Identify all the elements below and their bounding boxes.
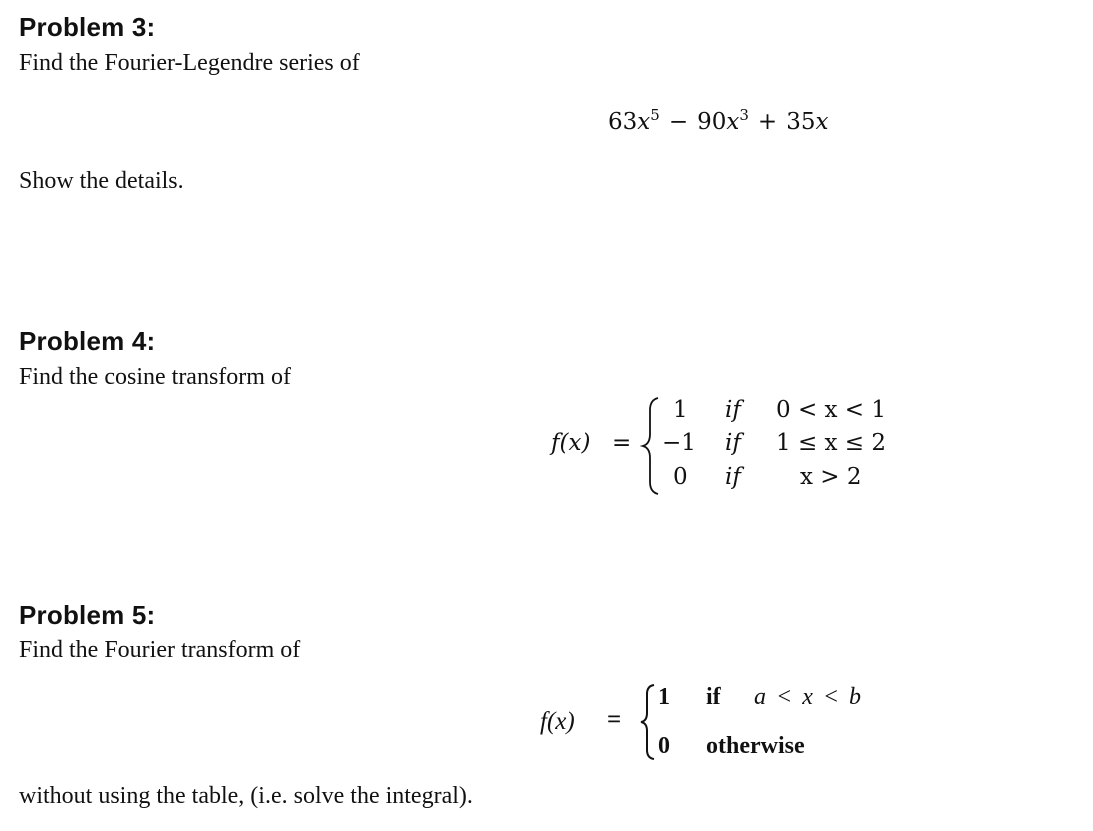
term-3-variable: x bbox=[815, 109, 829, 135]
term-2-exponent: 3 bbox=[739, 106, 749, 124]
problem-5-row-2-value: 0 bbox=[658, 733, 670, 759]
problem-5-row-2-otherwise: otherwise bbox=[706, 733, 805, 759]
problem-5-row-1-value: 1 bbox=[658, 684, 670, 710]
problem-4-row-1-if: if bbox=[725, 397, 741, 423]
problem-3-polynomial bbox=[608, 106, 829, 135]
problem-5-brace bbox=[638, 682, 658, 762]
problem-4-heading: Problem 4: bbox=[19, 326, 156, 356]
problem-4-brace bbox=[640, 396, 664, 496]
problem-5-row-1-if: if bbox=[706, 684, 721, 710]
problem-5-heading: Problem 5: bbox=[19, 600, 156, 630]
term-1-exponent: 5 bbox=[650, 106, 660, 124]
problem-3-prompt: Find the Fourier-Legendre series of bbox=[19, 50, 360, 76]
problem-4-row-3-if: if bbox=[725, 464, 741, 490]
plus-operator: + bbox=[757, 109, 778, 135]
minus-operator: − bbox=[668, 109, 689, 135]
problem-5-equals: = bbox=[607, 706, 622, 733]
problem-4-equals: = bbox=[612, 430, 632, 456]
term-3-coefficient: 35 bbox=[786, 109, 816, 135]
term-1-variable: x bbox=[637, 109, 651, 135]
problem-5-row-1-condition: a < x < b bbox=[754, 684, 862, 710]
problem-4-row-3-value: 0 bbox=[673, 464, 688, 490]
problem-4-row-2-if: if bbox=[725, 430, 741, 456]
problem-4-row-3-condition: x > 2 bbox=[800, 464, 862, 490]
problem-4-lhs: f(x) bbox=[551, 430, 591, 456]
problem-5-prompt: Find the Fourier transform of bbox=[19, 637, 301, 663]
term-2-variable: x bbox=[726, 109, 740, 135]
problem-4-row-1-value: 1 bbox=[673, 397, 688, 423]
problem-4-row-1-condition: 0 < x < 1 bbox=[776, 397, 887, 423]
term-1-coefficient: 63 bbox=[608, 109, 638, 135]
problem-4-row-2-condition: 1 ≤ x ≤ 2 bbox=[776, 430, 887, 456]
problem-3-heading: Problem 3: bbox=[19, 12, 156, 42]
problem-4-prompt: Find the cosine transform of bbox=[19, 364, 291, 390]
problem-4-row-2-value: −1 bbox=[662, 430, 696, 456]
term-2-coefficient: 90 bbox=[697, 109, 727, 135]
problem-5-lhs: f(x) bbox=[540, 708, 575, 735]
problem-3-footer: Show the details. bbox=[19, 168, 184, 194]
problem-5-footer: without using the table, (i.e. solve the integral). bbox=[19, 783, 473, 809]
